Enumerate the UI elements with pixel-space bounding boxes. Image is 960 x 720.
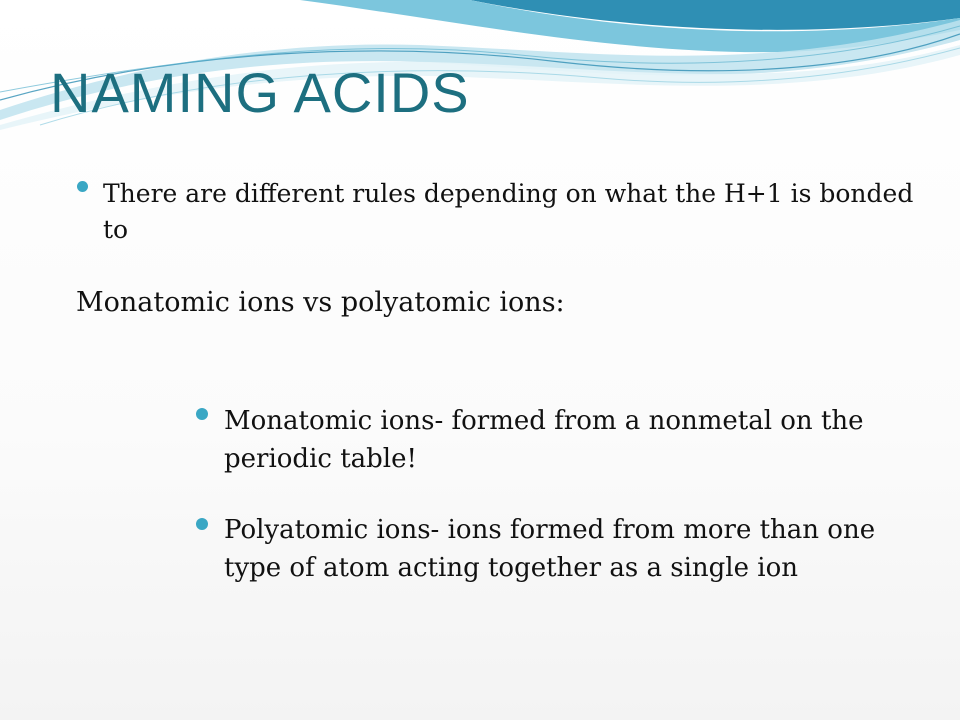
- bullet-dot-icon: [77, 181, 88, 192]
- sub-bullet-monatomic: Monatomic ions- formed from a nonmetal on the periodic table!: [224, 406, 864, 474]
- bullet-dot-icon: [196, 518, 208, 530]
- subheading: Monatomic ions vs polyatomic ions:: [76, 287, 565, 318]
- bullet-dot-icon: [196, 408, 208, 420]
- sub-bullet-polyatomic: Polyatomic ions- ions formed from more than one type of atom acting together as a single ion: [224, 515, 876, 583]
- bullet-text: There are different rules depending on what the H+1 is bonded to: [103, 179, 914, 244]
- slide-title: NAMING ACIDS: [50, 61, 470, 124]
